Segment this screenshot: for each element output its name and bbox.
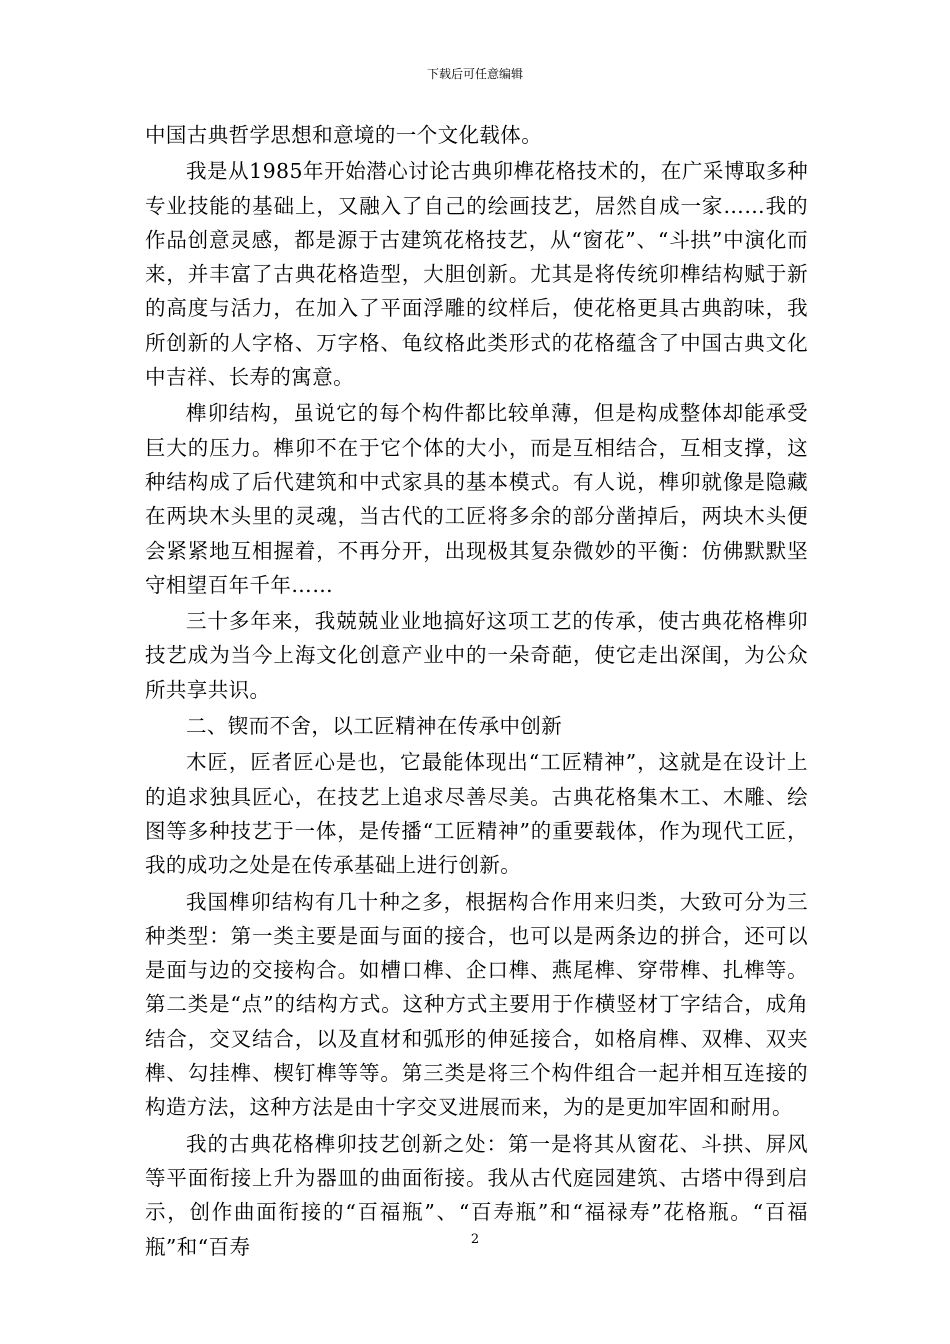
paragraph: 我是从1985年开始潜心讨论古典卯榫花格技术的，在广采博取多种专业技能的基础上，又融入了自己的绘画技艺，居然自成一家……我的作品创意灵感，都是源于古建筑花格技艺，从“窗花”、“斗拱”中演化而来，并丰富了古典花格造型，大胆创新。尤其是将传统卯榫结构赋于新的高度与活力，在加入了平面浮雕的纹样后，使花格更具古典韵味，我所创新的人字格、万字格、龟纹格此类形式的花格蕴含了中国古典文化中吉祥、长寿的寓意。 [145,159,808,390]
page-header: 下载后可任意编辑 [426,67,523,81]
paragraph: 木匠，匠者匠心是也，它最能体现出“工匠精神”，这就是在设计上的追求独具匠心，在技艺上追求尽善尽美。古典花格集木工、木雕、绘图等多种技艺于一体，是传播“工匠精神”的重要载体，作为现代工匠，我的成功之处是在传承基础上进行创新。 [145,750,808,878]
paragraph: 我国榫卯结构有几十种之多，根据构合作用来归类，大致可分为三种类型：第一类主要是面与面的接合，也可以是两条边的拼合，还可以是面与边的交接构合。如槽口榫、企口榫、燕尾榫、穿带榫、扎榫等。第二类是“点”的结构方式。这种方式主要用于作横竖材丁字结合，成角结合，交叉结合，以及直材和弧形的伸延接合，如格肩榫、双榫、双夹榫、勾挂榫、楔钉榫等等。第三类是将三个构件组合一起并相互连接的构造方法，这种方法是由十字交叉进展而来，为的是更加牢固和耐用。 [145,889,808,1120]
paragraph: 三十多年来，我兢兢业业地搞好这项工艺的传承，使古典花格榫卯技艺成为当今上海文化创意产业中的一朵奇葩，使它走出深闺，为公众所共享共识。 [145,609,808,702]
paragraph: 中国古典哲学思想和意境的一个文化载体。 [145,123,543,147]
page-number: 2 [470,1232,480,1247]
section-heading: 二、锲而不舍，以工匠精神在传承中创新 [186,714,563,739]
document-body [145,118,808,1266]
paragraph: 我的古典花格榫卯技艺创新之处：第一是将其从窗花、斗拱、屏风等平面衔接上升为器皿的曲面衔接。我从古代庭园建筑、古塔中得到启示，创作曲面衔接的“百福瓶”、“百寿瓶”和“福禄寿”花格瓶。“百福瓶”和“百寿 [145,1131,808,1259]
paragraph: 榫卯结构，虽说它的每个构件都比较单薄，但是构成整体却能承受巨大的压力。榫卯不在于它个体的大小，而是互相结合，互相支撑，这种结构成了后代建筑和中式家具的基本模式。有人说，榫卯就像是隐藏在两块木头里的灵魂，当古代的工匠将多余的部分凿掉后，两块木头便会紧紧地互相握着，不再分开，出现极其复杂微妙的平衡：仿佛默默坚守相望百年千年…… [145,401,808,597]
